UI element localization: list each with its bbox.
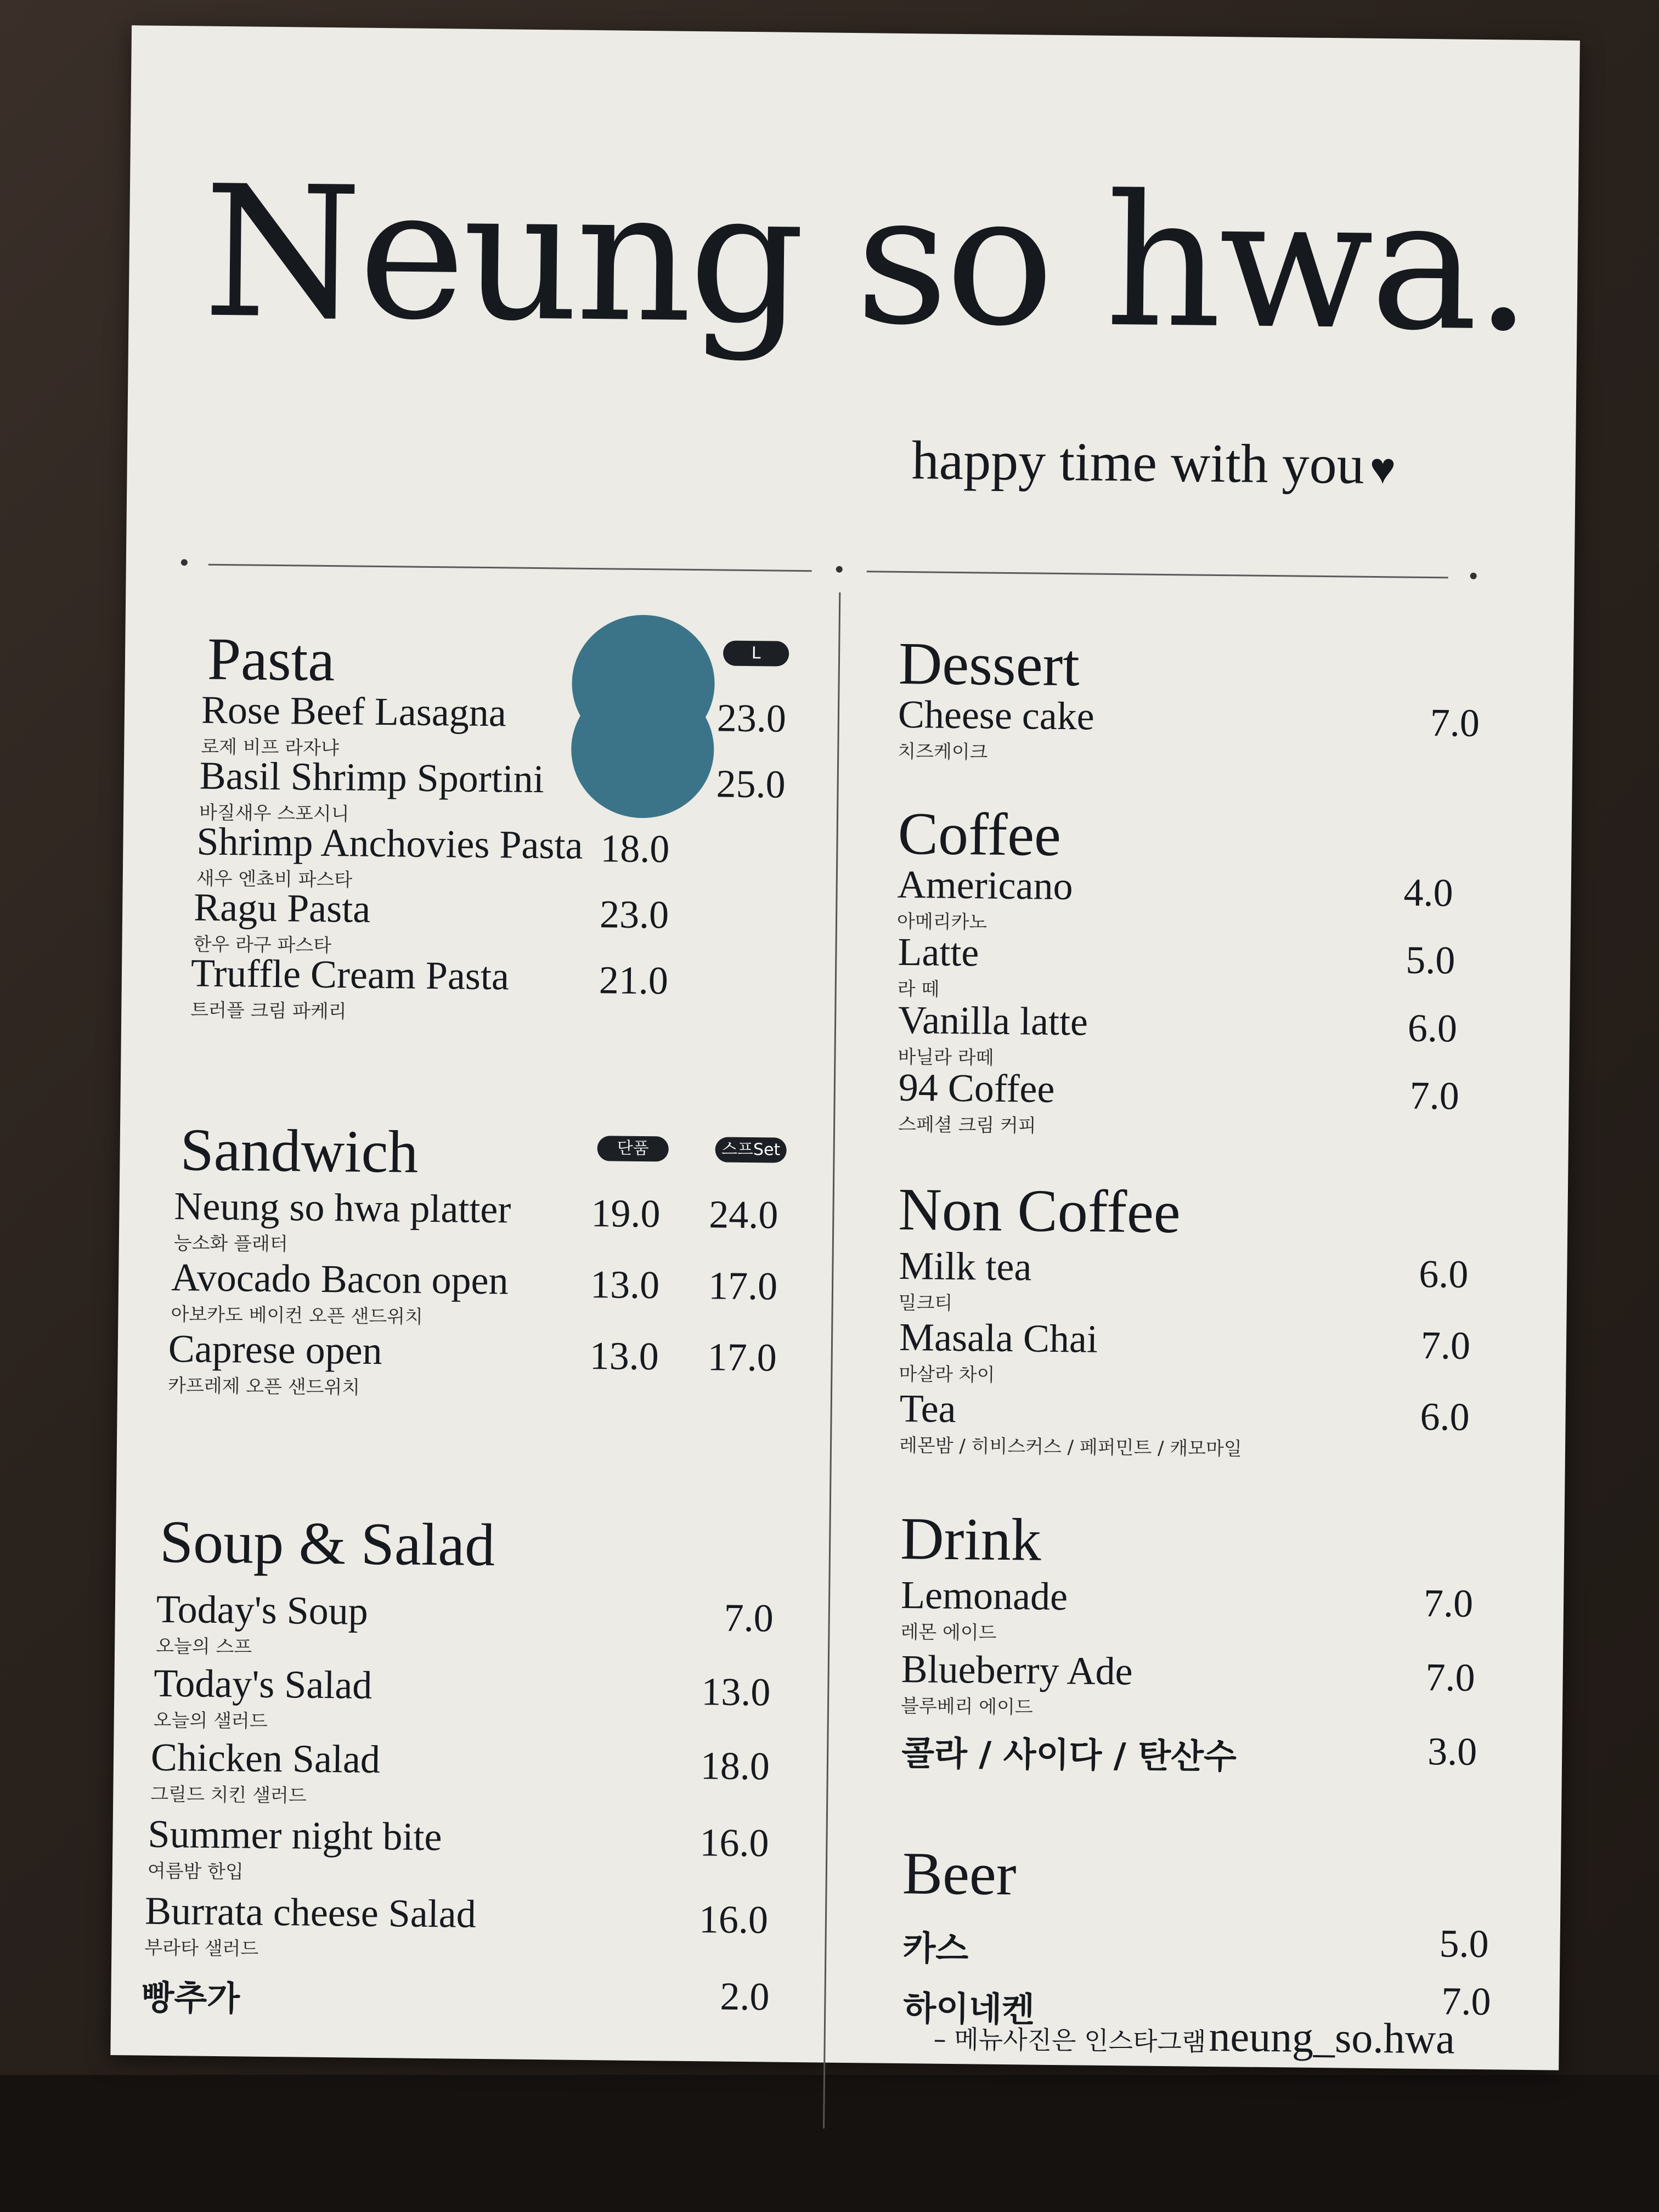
- item-name: Chicken Salad: [150, 1735, 381, 1782]
- item-price: 18.0: [600, 826, 670, 871]
- item-name: Lemonade: [900, 1573, 1068, 1619]
- item-korean-name: 트러플 크림 파케리: [190, 999, 347, 1023]
- menu-sheet: [110, 25, 1580, 2070]
- item-price: 21.0: [599, 958, 669, 1003]
- divider-right: [867, 571, 1448, 578]
- item-price: 4.0: [1403, 870, 1454, 915]
- item-name: Blueberry Ade: [901, 1647, 1133, 1694]
- item-korean-name: 라 떼: [897, 978, 940, 1001]
- item-price: 23.0: [599, 892, 669, 937]
- item-price: 7.0: [1409, 1073, 1460, 1118]
- section-title-coffee: Coffee: [898, 799, 1062, 868]
- heart-icon: ♥: [1369, 444, 1396, 494]
- menu-item: [171, 1257, 509, 1329]
- item-price: 5.0: [1405, 938, 1455, 983]
- item-price: 7.0: [1423, 1581, 1474, 1626]
- item-price: 16.0: [698, 1897, 769, 1942]
- item-price: 19.0: [591, 1191, 661, 1236]
- item-name: Vanilla latte: [898, 997, 1088, 1044]
- menu-item: [154, 1663, 373, 1734]
- item-korean-name: 카프레제 오픈 샌드위치: [167, 1375, 360, 1399]
- item-price: 3.0: [1427, 1729, 1477, 1774]
- instagram-handle: neung_so.hwa: [1209, 2012, 1455, 2063]
- menu-item: [898, 692, 1095, 765]
- menu-item: [168, 1329, 382, 1400]
- item-price: 7.0: [1425, 1655, 1476, 1700]
- section-title-dessert: Dessert: [898, 629, 1080, 699]
- beer-item: 카스: [902, 1928, 969, 1969]
- menu-item: [196, 819, 583, 894]
- section-title-beer: Beer: [902, 1839, 1017, 1908]
- beer-item: 하이네켄: [902, 1988, 1035, 2030]
- item-korean-name: 치즈케이크: [898, 740, 988, 764]
- item-korean-name: 여름밤 한입: [147, 1860, 244, 1883]
- item-korean-name: 마살라 차이: [899, 1363, 995, 1386]
- section-title-drink: Drink: [900, 1505, 1042, 1573]
- item-korean-name: 밀크티: [898, 1291, 953, 1314]
- item-price: 7.0: [1430, 701, 1480, 745]
- blue-sticker: [571, 680, 715, 819]
- item-set-price: 17.0: [708, 1263, 778, 1308]
- menu-item: [190, 953, 509, 1025]
- item-name: Ragu Pasta: [193, 885, 371, 931]
- item-price: 23.0: [716, 696, 787, 741]
- item-korean-name: 아메리카노: [896, 910, 988, 934]
- column-divider: [823, 592, 840, 2129]
- item-price: 13.0: [589, 1334, 659, 1379]
- item-name: Summer night bite: [148, 1812, 442, 1859]
- item-price: 5.0: [1439, 1921, 1489, 1966]
- menu-item: [148, 1814, 442, 1886]
- item-name: Burrata cheese Salad: [144, 1888, 477, 1936]
- item-price: 13.0: [590, 1262, 660, 1307]
- menu-item: [193, 887, 370, 957]
- item-price: 6.0: [1407, 1006, 1458, 1051]
- item-price: 7.0: [1441, 1979, 1491, 2024]
- item-price: 2.0: [720, 1974, 770, 2019]
- item-name: Basil Shrimp Sportini: [199, 753, 545, 802]
- menu-item: [898, 997, 1088, 1071]
- item-name: Cheese cake: [898, 692, 1095, 738]
- menu-item: [899, 1314, 1098, 1388]
- menu-item: [900, 1575, 1068, 1645]
- item-price: 13.0: [701, 1669, 771, 1714]
- footer-text: – 메뉴사진은 인스타그램: [933, 2024, 1206, 2057]
- item-korean-name: 아보카도 베이컨 오픈 샌드위치: [171, 1304, 424, 1328]
- badge-single: 단품: [597, 1136, 668, 1161]
- item-korean-name: 바질새우 스포시니: [199, 802, 349, 826]
- extra-bread: 빵추가: [141, 1977, 240, 2019]
- item-korean-name: 바닐라 라떼: [898, 1046, 994, 1069]
- item-name: Today's Soup: [156, 1587, 369, 1633]
- menu-item: [156, 1589, 368, 1660]
- menu-item: [901, 1649, 1133, 1720]
- item-korean-name: 로제 비프 라자냐: [201, 736, 340, 760]
- item-korean-name: 스페셜 크림 커피: [898, 1113, 1036, 1137]
- item-korean-name: 부라타 샐러드: [144, 1937, 259, 1960]
- item-price: 16.0: [699, 1820, 769, 1865]
- item-price: 25.0: [716, 761, 786, 806]
- section-title-soup-salad: Soup & Salad: [159, 1508, 495, 1579]
- item-name: Avocado Bacon open: [171, 1255, 509, 1303]
- section-title-pasta: Pasta: [207, 625, 335, 694]
- divider-dot-right: [1470, 573, 1477, 579]
- menu-item: [150, 1737, 380, 1808]
- item-korean-name: 한우 라구 파스타: [193, 933, 332, 957]
- soda-item: 콜라 / 사이다 / 탄산수: [901, 1733, 1237, 1777]
- item-set-price: 24.0: [709, 1192, 778, 1237]
- item-name: Today's Salad: [154, 1661, 373, 1707]
- item-korean-name: 레몬밤 / 히비스커스 / 페퍼민트 / 캐모마일: [899, 1434, 1242, 1460]
- menu-item: [898, 1243, 1032, 1316]
- item-price: 6.0: [1420, 1394, 1470, 1439]
- restaurant-title: Neung so hwa.: [202, 146, 1531, 371]
- badge-soup-set: 스프Set: [715, 1137, 786, 1163]
- tagline: [911, 428, 1396, 496]
- item-name: Neung so hwa platter: [174, 1184, 511, 1232]
- item-name: Masala Chai: [899, 1314, 1098, 1361]
- item-name: Caprese open: [168, 1327, 383, 1373]
- menu-item: [898, 1065, 1055, 1138]
- instagram-note: [933, 2009, 1455, 2064]
- menu-item: [201, 687, 507, 762]
- menu-item: [896, 862, 1074, 935]
- item-korean-name: 새우 엔쵸비 파스타: [196, 867, 353, 891]
- item-set-price: 17.0: [707, 1335, 777, 1380]
- table-shadow: [0, 2075, 1659, 2212]
- section-title-non-coffee: Non Coffee: [898, 1175, 1181, 1246]
- item-korean-name: 오늘의 샐러드: [153, 1709, 268, 1733]
- divider-dot-left: [181, 559, 188, 566]
- section-title-sandwich: Sandwich: [179, 1116, 419, 1186]
- item-name: 94 Coffee: [898, 1065, 1055, 1111]
- divider-dot-center: [836, 566, 843, 573]
- item-name: Truffle Cream Pasta: [190, 951, 510, 998]
- menu-item: [144, 1888, 477, 1963]
- item-name: Tea: [899, 1386, 957, 1431]
- item-name: Americano: [897, 862, 1074, 909]
- item-price: 7.0: [724, 1595, 774, 1640]
- item-name: Latte: [898, 929, 979, 975]
- item-name: Shrimp Anchovies Pasta: [196, 819, 583, 867]
- divider-left: [208, 564, 812, 572]
- menu-item: [897, 929, 979, 1002]
- item-name: Milk tea: [899, 1243, 1032, 1289]
- tagline-text: happy time with you: [911, 430, 1365, 495]
- menu-item: [899, 1386, 1243, 1461]
- size-badge: L: [723, 641, 789, 667]
- item-price: 18.0: [700, 1743, 770, 1788]
- item-korean-name: 능소화 플래터: [173, 1232, 288, 1256]
- item-korean-name: 레몬 에이드: [900, 1621, 997, 1644]
- item-name: Rose Beef Lasagna: [201, 687, 507, 735]
- item-price: 6.0: [1418, 1251, 1469, 1296]
- menu-item: [199, 753, 545, 828]
- item-korean-name: 오늘의 스프: [155, 1635, 252, 1658]
- item-price: 7.0: [1420, 1323, 1471, 1368]
- menu-item: [174, 1186, 511, 1258]
- item-korean-name: 그릴드 치킨 샐러드: [150, 1783, 307, 1807]
- item-korean-name: 블루베리 에이드: [900, 1695, 1033, 1719]
